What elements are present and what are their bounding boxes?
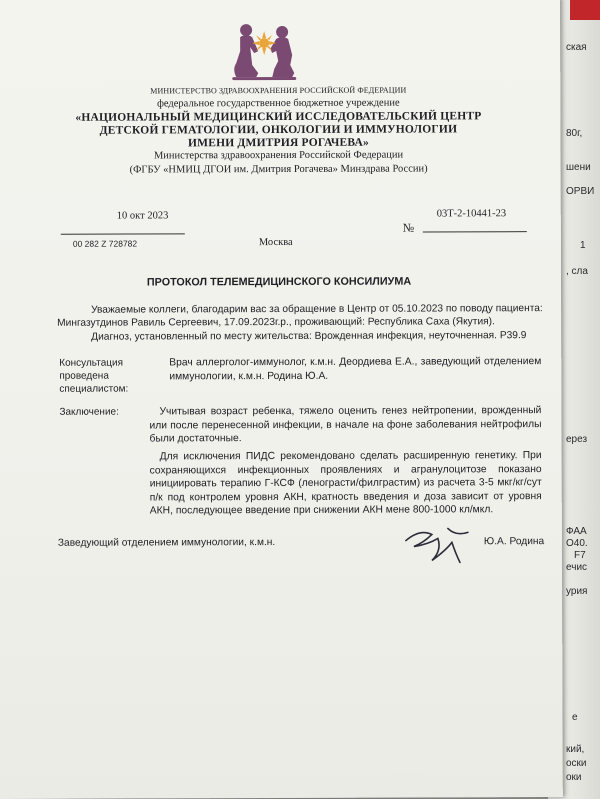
underlying-text: ская	[566, 42, 587, 53]
consultation-label-1: Консультация	[59, 357, 124, 369]
underlying-text: оки	[566, 772, 582, 783]
signer-position: Заведующий отделением иммунологии, к.м.н.	[57, 537, 276, 549]
center-name-line2: ДЕТСКОЙ ГЕМАТОЛОГИИ, ОНКОЛОГИИ И ИММУНОЛОГИИ	[99, 123, 458, 137]
underlying-text: кий,	[566, 744, 585, 755]
institution-type: федеральное государственное бюджетное учреждение	[157, 97, 400, 110]
underlying-text: оски	[566, 758, 587, 769]
underlying-text: ерез	[566, 434, 588, 445]
ministry-header: МИНИСТЕРСТВО ЗДРАВООХРАНЕНИЯ РОССИЙСКОЙ ФЕДЕРАЦИИ	[150, 85, 407, 96]
center-logo-icon	[228, 21, 300, 85]
center-name-line3: ИМЕНИ ДМИТРИЯ РОГАЧЕВА»	[187, 136, 370, 150]
ministry-line: Министерства здравоохранения Российской Федерации	[153, 149, 404, 162]
document-code: 00 282 Z 728782	[72, 238, 138, 249]
center-name-line1: «НАЦИОНАЛЬНЫЙ МЕДИЦИНСКИЙ ИССЛЕДОВАТЕЛЬСКИЙ ЦЕНТР	[75, 110, 482, 124]
consultation-label-2: проведена	[59, 370, 109, 382]
conclusion-paragraph-1: Учитывая возраст ребенка, тяжело оценить генез нейтропении, врожденный или после перенесенной инфекции, в начале на фоне заболевания нейтрофилы были достаточные.	[149, 405, 542, 445]
document-date: 10 окт 2023	[116, 210, 169, 222]
underlying-text: ОРВИ	[566, 186, 595, 197]
underlying-text: 1	[580, 240, 586, 251]
number-sign: №	[402, 220, 415, 235]
handwritten-signature	[402, 520, 474, 566]
conclusion-label: Заключение:	[59, 406, 119, 418]
document-city: Москва	[258, 236, 293, 249]
center-abbreviation: (ФГБУ «НМИЦ ДГОИ им. Дмитрия Рогачева» Минздрава России)	[129, 163, 428, 176]
underlying-text: О40.	[566, 538, 588, 549]
consultation-text: Врач аллерголог-иммунолог, к.м.н. Деордиева Е.А., заведующий отделением иммунологии, к.м.н. Родина Ю.А.	[169, 356, 542, 382]
patient-info: Мингазутдинов Равиль Сергеевич, 17.09.2023г.р., проживающий: Республика Саха (Якутия).	[57, 316, 495, 329]
document-number: 03Т-2-10441-23	[436, 208, 507, 220]
consultation-label-3: специалистом:	[59, 383, 129, 395]
underlying-text: , сла	[566, 266, 588, 277]
protocol-title: ПРОТОКОЛ ТЕЛЕМЕДИЦИНСКОГО КОНСИЛИУМА	[146, 275, 412, 289]
diagnosis: Диагноз, установленный по месту жительства: Врожденная инфекция, неуточненная. Р39.9	[91, 330, 527, 343]
underlying-text: е	[572, 712, 578, 723]
signer-name: Ю.А. Родина	[483, 536, 545, 548]
underlying-text: ФАА	[566, 526, 587, 537]
red-binder-tab	[570, 0, 600, 20]
underlying-text: ечис	[566, 562, 588, 573]
intro-greeting: Уважаемые коллеги, благодарим вас за обращение в Центр от 05.10.2023 по поводу пациента:	[91, 303, 543, 316]
underlying-text: F7	[574, 550, 586, 561]
conclusion-paragraph-2: Для исключения ПИДС рекомендовано сделать расширенную генетику. При сохраняющихся инфекционных проявлениях и агранулоцитозе показано инициировать терапию Г-КСФ (ленограсти/филграстим) из расчета 3-5 мкг/кг/сут п/к под контролем уровня АКН, кратность введения и доза зависит от уровня АКН, последующее введение при снижении АКН мене 800-1000 кл/мкл.	[149, 450, 542, 517]
underlying-text: урия	[566, 586, 588, 597]
date-underline	[61, 233, 185, 234]
underlying-text: шени	[566, 162, 591, 173]
underlying-text: 80г,	[566, 128, 583, 139]
number-underline	[423, 231, 527, 232]
